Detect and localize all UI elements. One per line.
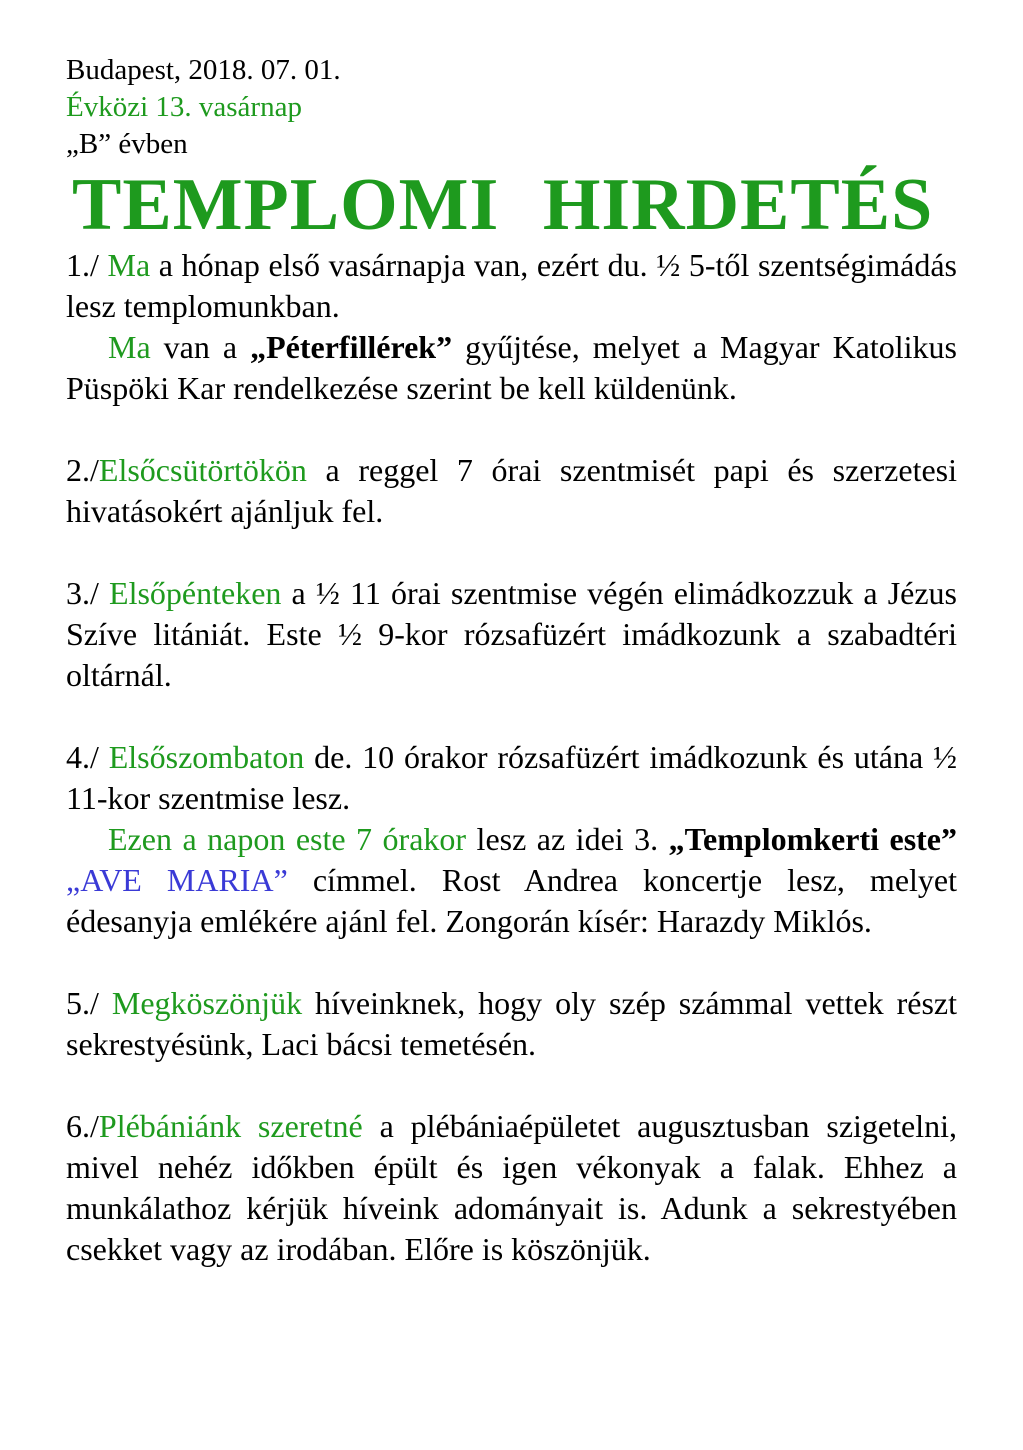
item-text: a ½ 11 órai szentmise végén elimádkozzuk a Jézus Szíve litániát. Este ½ 9-kor rózsafüzért imádkozunk a szabadtéri oltárnál. [66,575,958,693]
item-number: 2./ [66,452,99,488]
announcement-item-4 [66,737,957,819]
item-text: a hónap első vasárnapja van, ezért du. ½ 5-től szentségimádás lesz templomunkban. [66,247,958,324]
announcement-item-1 [66,245,957,327]
spacer [66,409,957,450]
announcement-item-1-extra [66,327,957,409]
item-number: 5./ [66,985,112,1021]
spacer [66,1065,957,1106]
item-text: a plébániaépületet augusztusban szigetelni, mivel nehéz időkben épült és igen vékonyak a falak. Ehhez a munkálathoz kérjük híveink adományait is. Adunk a sekrestyében csekket vagy az irodában. Előre is köszönjük. [66,1108,958,1267]
item-text: híveinknek, hogy oly szép számmal vettek részt sekrestyésünk, Laci bácsi temetésén. [66,985,958,1062]
announcement-item-2 [66,450,957,532]
item-text: gyűjtése, melyet a Magyar Katolikus Püspöki Kar rendelkezése szerint be kell küldenünk. [66,329,958,406]
item-number: 4./ [66,739,109,775]
item-bold-text: „Templomkerti este” [668,821,958,857]
item-text: van a [150,329,251,365]
item-lead: Ma [108,329,151,365]
page-title: TEMPLOMI HIRDETÉS [72,164,934,246]
item-number: 1./ [66,247,108,283]
item-bold-text: „Péterfillérek” [250,329,453,365]
item-number: 3./ [66,575,110,611]
year-cycle: „B” évben [66,128,188,160]
item-text: címmel. Rost Andrea koncertje lesz, melyet édesanyja emlékére ajánl fel. Zongorán kísér: Harazdy Miklós. [66,862,958,939]
place-date: Budapest, 2018. 07. 01. [66,54,341,86]
announcement-item-6 [66,1106,957,1270]
spacer [66,942,957,983]
item-lead: Elsőszombaton [108,739,305,775]
item-text: a reggel 7 órai szentmisét papi és szerzetesi hivatásokért ajánljuk fel. [66,452,957,529]
announcement-item-3 [66,573,957,696]
spacer [66,696,957,737]
liturgical-day: Évközi 13. vasárnap [66,91,302,123]
item-number: 6./ [66,1108,99,1144]
spacer [66,532,957,573]
announcement-item-5 [66,983,957,1065]
announcement-item-4-extra [66,819,957,942]
event-title: „AVE MARIA” [66,862,288,898]
item-text: lesz az idei 3. [466,821,669,857]
item-lead: Elsőcsütörtökön [98,452,307,488]
item-lead: Elsőpénteken [109,575,282,611]
item-lead: Ma [107,247,151,283]
item-lead: Plébániánk szeretné [98,1108,363,1144]
item-lead: Ezen a napon este 7 órakor [108,821,467,857]
item-text: de. 10 órakor rózsafüzért imádkozunk és utána ½ 11-kor szentmise lesz. [66,739,957,816]
item-lead: Megköszönjük [111,985,303,1021]
announcement-page [66,52,957,1270]
